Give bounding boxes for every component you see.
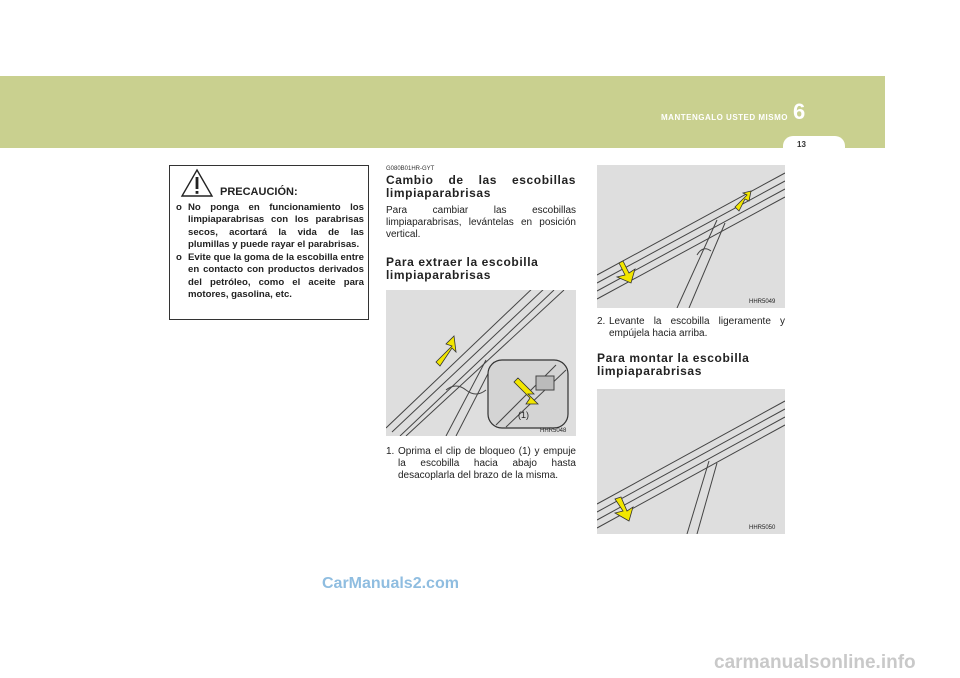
figure-label: HHR5050 bbox=[749, 525, 776, 531]
figure-label: HHR5048 bbox=[540, 428, 567, 434]
section-label: MANTENGALO USTED MISMO bbox=[661, 113, 788, 122]
section-title: Cambio de las escobillas limpiaparabrisas bbox=[386, 173, 576, 200]
caution-title: PRECAUCIÓN: bbox=[220, 186, 298, 198]
intro-paragraph: Para cambiar las escobillas limpiaparabrisas, levántelas en posición vertical. bbox=[386, 205, 576, 241]
chapter-number: 6 bbox=[793, 99, 806, 124]
remove-heading: Para extraer la escobilla limpiaparabrisas bbox=[386, 255, 539, 282]
step-number: 2. bbox=[597, 316, 606, 327]
figure-lift-blade bbox=[597, 165, 785, 308]
wiper-illustration-1 bbox=[386, 290, 576, 436]
figure-install-blade bbox=[597, 389, 785, 534]
figure-remove-blade bbox=[386, 290, 576, 436]
page-number: 13 bbox=[797, 140, 806, 149]
step-text: Levante la escobilla ligeramente y empújela hacia arriba. bbox=[609, 316, 785, 340]
watermark-left: CarManuals2.com bbox=[322, 575, 459, 592]
bullet: o bbox=[176, 202, 182, 213]
caution-item-text: Evite que la goma de la escobilla entre en contacto con productos derivados del petróleo, como el aceite para motores, gasolina, etc. bbox=[188, 252, 364, 301]
wiper-illustration-3 bbox=[597, 389, 785, 534]
section-code: G080B01HR-GYT bbox=[386, 166, 435, 172]
watermark-right: carmanualsonline.info bbox=[714, 652, 916, 673]
step-text: Oprima el clip de bloqueo (1) y empuje la escobilla hacia abajo hasta desacoplarla del brazo de la misma. bbox=[398, 446, 576, 482]
caution-item-text: No ponga en funcionamiento los limpiaparabrisas con los parabrisas secos, acortará la vida de las plumillas y puede rayar el parabrisas. bbox=[188, 202, 364, 250]
step-1 bbox=[386, 446, 576, 483]
warning-triangle-icon bbox=[180, 168, 214, 198]
caution-list bbox=[176, 202, 364, 302]
bullet: o bbox=[176, 252, 182, 264]
step-2 bbox=[597, 316, 785, 340]
list-item bbox=[176, 252, 364, 301]
page-tab bbox=[783, 136, 845, 154]
callout-label: (1) bbox=[518, 410, 529, 420]
install-heading: Para montar la escobilla limpiaparabrisas bbox=[597, 351, 750, 378]
list-item bbox=[176, 202, 364, 251]
wiper-illustration-2 bbox=[597, 165, 785, 308]
caution-box bbox=[169, 165, 369, 320]
header-band bbox=[0, 76, 885, 148]
step-number: 1. bbox=[386, 446, 395, 457]
figure-label: HHR5049 bbox=[749, 299, 776, 305]
